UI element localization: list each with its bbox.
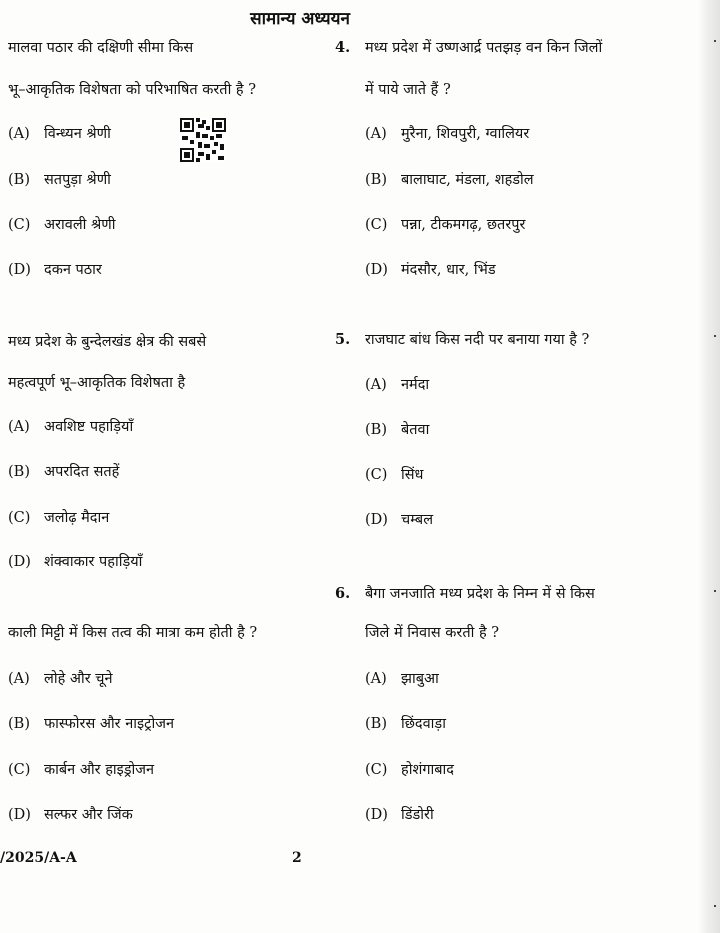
option-letter: (A) bbox=[365, 126, 387, 142]
option-text: सतपुड़ा श्रेणी bbox=[44, 172, 111, 188]
option-letter: (D) bbox=[365, 807, 388, 823]
question-stem bbox=[335, 330, 589, 350]
option-text: होशंगाबाद bbox=[401, 762, 454, 778]
question-stem: में पाये जाते हैं ? bbox=[365, 82, 451, 98]
option-b bbox=[365, 420, 429, 440]
option-text: झाबुआ bbox=[401, 671, 439, 687]
option-text: मंदसौर, धार, भिंड bbox=[401, 262, 496, 278]
paper-code: /2025/A-A bbox=[0, 850, 77, 866]
option-letter: (C) bbox=[365, 217, 388, 233]
option-b bbox=[8, 170, 111, 190]
option-letter: (C) bbox=[365, 467, 388, 483]
option-c bbox=[365, 760, 454, 780]
option-text: लोहे और चूने bbox=[44, 671, 113, 687]
option-text: अवशिष्ट पहाड़ियाँ bbox=[44, 419, 134, 435]
option-text: अरावली श्रेणी bbox=[44, 217, 116, 233]
option-b bbox=[8, 714, 174, 734]
edge-mark bbox=[714, 590, 716, 592]
option-letter: (B) bbox=[365, 172, 387, 188]
question-stem: भू–आकृतिक विशेषता को परिभाषित करती है ? bbox=[8, 82, 257, 98]
option-letter: (D) bbox=[365, 512, 388, 528]
option-text: सल्फर और जिंक bbox=[44, 807, 133, 823]
option-letter: (D) bbox=[365, 262, 388, 278]
option-letter: (A) bbox=[8, 126, 30, 142]
option-b bbox=[365, 714, 446, 734]
option-letter: (B) bbox=[365, 422, 387, 438]
option-text: चम्बल bbox=[401, 512, 434, 528]
option-a bbox=[365, 669, 439, 689]
option-letter: (C) bbox=[8, 217, 31, 233]
option-a bbox=[365, 375, 429, 395]
question-stem: काली मिट्टी में किस तत्व की मात्रा कम होती है ? bbox=[8, 625, 258, 641]
option-a bbox=[8, 669, 113, 689]
option-c bbox=[8, 760, 154, 780]
option-d bbox=[8, 805, 133, 825]
question-number: 6. bbox=[335, 585, 351, 602]
option-text: जलोढ़ मैदान bbox=[44, 510, 110, 526]
option-d bbox=[365, 805, 434, 825]
option-text: फास्फोरस और नाइट्रोजन bbox=[44, 716, 175, 732]
option-letter: (B) bbox=[8, 716, 30, 732]
page-edge-shadow bbox=[698, 0, 720, 933]
question-number: 4. bbox=[335, 39, 351, 56]
option-a bbox=[365, 124, 529, 144]
option-c bbox=[365, 215, 525, 235]
option-d bbox=[8, 260, 102, 280]
option-letter: (D) bbox=[8, 262, 31, 278]
option-b bbox=[8, 462, 119, 482]
question-stem: मालवा पठार की दक्षिणी सीमा किस bbox=[8, 40, 194, 56]
question-stem: मध्य प्रदेश के बुन्देलखंड क्षेत्र की सबसे bbox=[8, 334, 207, 350]
question-stem: जिले में निवास करती है ? bbox=[365, 625, 500, 641]
page-number: 2 bbox=[292, 850, 302, 866]
option-letter: (A) bbox=[365, 377, 387, 393]
edge-mark bbox=[714, 905, 716, 907]
option-text: दकन पठार bbox=[44, 262, 102, 278]
option-letter: (A) bbox=[8, 419, 30, 435]
option-letter: (C) bbox=[8, 762, 31, 778]
option-b bbox=[365, 170, 534, 190]
question-stem bbox=[335, 584, 595, 604]
question-text: बैगा जनजाति मध्य प्रदेश के निम्न में से किस bbox=[365, 586, 595, 602]
option-letter: (B) bbox=[365, 716, 387, 732]
option-text: शंक्वाकार पहाड़ियाँ bbox=[44, 554, 143, 570]
option-letter: (D) bbox=[8, 807, 31, 823]
option-a bbox=[8, 417, 133, 437]
option-d bbox=[365, 260, 496, 280]
option-letter: (D) bbox=[8, 554, 31, 570]
question-text: राजघाट बांध किस नदी पर बनाया गया है ? bbox=[365, 332, 590, 348]
option-letter: (C) bbox=[8, 510, 31, 526]
option-text: बालाघाट, मंडला, शहडोल bbox=[401, 172, 534, 188]
page-title: सामान्य अध्ययन bbox=[250, 9, 350, 29]
option-text: कार्बन और हाइड्रोजन bbox=[44, 762, 155, 778]
option-c bbox=[365, 465, 423, 485]
option-text: बेतवा bbox=[401, 422, 430, 438]
question-stem bbox=[335, 38, 602, 58]
option-d bbox=[8, 552, 142, 572]
option-letter: (B) bbox=[8, 172, 30, 188]
option-c bbox=[8, 508, 109, 528]
option-text: अपरदित सतहें bbox=[44, 464, 120, 480]
question-stem: महत्वपूर्ण भू–आकृतिक विशेषता है bbox=[8, 375, 186, 391]
option-letter: (C) bbox=[365, 762, 388, 778]
option-text: पन्ना, टीकमगढ़, छतरपुर bbox=[401, 217, 526, 233]
option-text: मुरैना, शिवपुरी, ग्वालियर bbox=[401, 126, 530, 142]
option-d bbox=[365, 510, 433, 530]
option-c bbox=[8, 215, 116, 235]
option-a bbox=[8, 124, 111, 144]
option-text: डिंडोरी bbox=[401, 807, 434, 823]
option-letter: (B) bbox=[8, 464, 30, 480]
option-text: नर्मदा bbox=[401, 377, 430, 393]
question-number: 5. bbox=[335, 331, 351, 348]
edge-mark bbox=[714, 335, 716, 337]
option-letter: (A) bbox=[365, 671, 387, 687]
qr-code-icon bbox=[180, 118, 226, 162]
edge-mark bbox=[714, 40, 716, 42]
option-text: छिंदवाड़ा bbox=[401, 716, 446, 732]
option-text: सिंध bbox=[401, 467, 424, 483]
option-letter: (A) bbox=[8, 671, 30, 687]
option-text: विन्ध्यन श्रेणी bbox=[44, 126, 111, 142]
question-text: मध्य प्रदेश में उष्णआर्द्र पतझड़ वन किन जिलों bbox=[365, 40, 603, 56]
